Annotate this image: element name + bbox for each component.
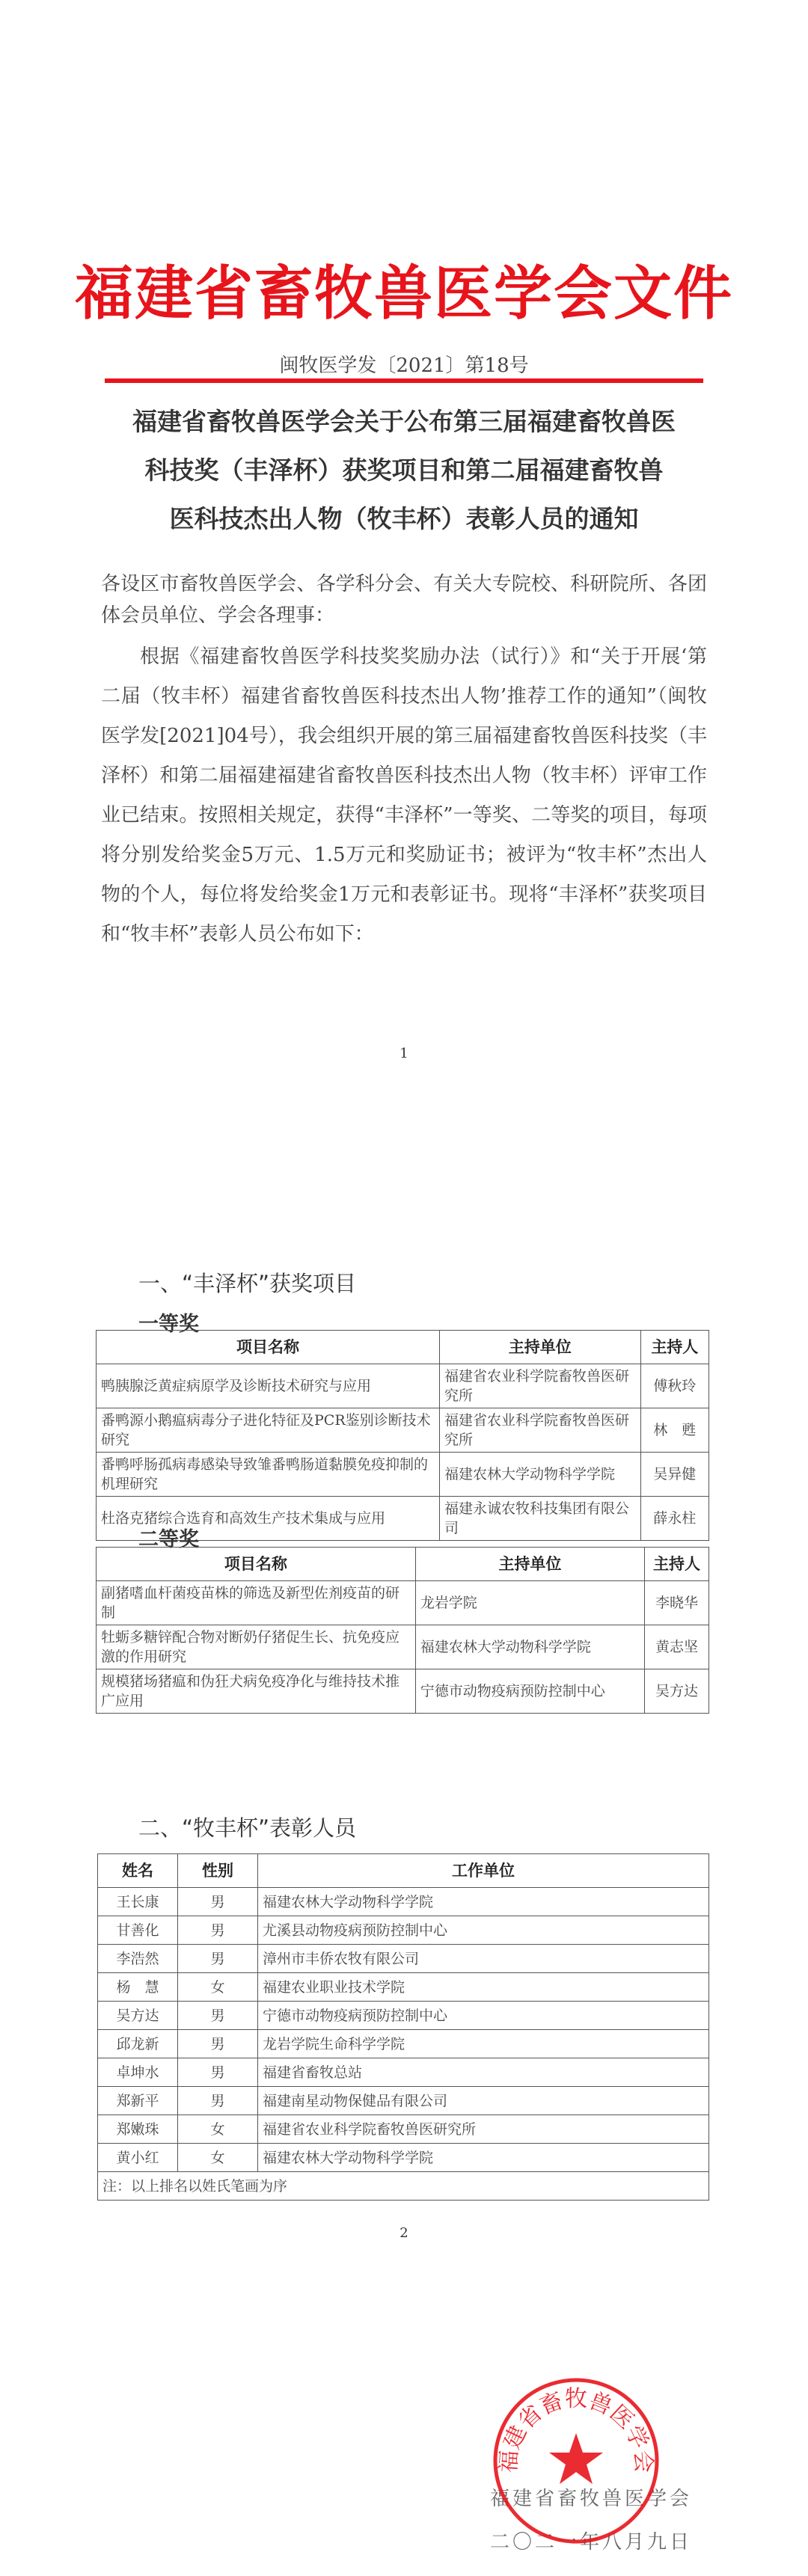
table-row	[98, 2144, 709, 2172]
table-row	[97, 1669, 709, 1714]
page-number: 1	[400, 1046, 408, 1061]
table-row	[97, 1625, 709, 1669]
section-1-title: 一、“丰泽杯”获奖项目	[138, 1271, 357, 1296]
host-unit: 福建永诚农牧科技集团有限公司	[439, 1497, 640, 1541]
host-person: 李晓华	[645, 1581, 709, 1625]
star-icon	[549, 2433, 603, 2484]
work-unit: 福建南星动物保健品有限公司	[258, 2087, 709, 2115]
notice-title-line-2: 科技奖（丰泽杯）获奖项目和第二届福建畜牧兽	[144, 456, 664, 485]
gender: 女	[178, 2115, 258, 2144]
col-header: 项目名称	[97, 1548, 416, 1581]
table-row	[98, 2002, 709, 2030]
name: 甘善化	[98, 1916, 178, 1945]
name: 郑嫩珠	[98, 2115, 178, 2144]
table-row	[98, 2087, 709, 2115]
org-title: 福建省畜牧兽医学会文件	[74, 260, 733, 328]
gender: 男	[178, 1945, 258, 1973]
second-prize-label: 二等奖	[138, 1528, 199, 1551]
first-prize-table	[96, 1330, 709, 1541]
host-unit: 福建农林大学动物科学学院	[415, 1625, 644, 1669]
host-unit: 宁德市动物疫病预防控制中心	[415, 1669, 644, 1714]
name: 王长康	[98, 1888, 178, 1916]
table-row	[98, 1916, 709, 1945]
body-paragraph: 根据《福建畜牧兽医学科技奖奖励办法（试行）》和“关于开展‘第二届（牧丰杯）福建省畜牧兽医科技杰出人物’推荐工作的通知”（闽牧医学发[2021]04号），我会组织开展的第三届福建畜牧兽医科技奖（丰泽杯）和第二届福建福建省畜牧兽医科技杰出人物（牧丰杯）评审工作业已结束。按照相关规定，获得“丰泽杯”一等奖、二等奖的项目，每项将分别发给奖金5万元、1.5万元和奖励证书；被评为“牧丰杯”杰出人物的个人，每位将发给奖金1万元和表彰证书。现将“丰泽杯”获奖项目和“牧丰杯”表彰人员公布如下：	[101, 645, 707, 945]
name: 吴方达	[98, 2002, 178, 2030]
gender: 男	[178, 2087, 258, 2115]
official-seal-icon	[490, 2375, 662, 2547]
notice-body	[101, 568, 707, 954]
col-header: 主持人	[640, 1331, 708, 1364]
table-header-row	[97, 1548, 709, 1581]
gender: 女	[178, 1973, 258, 2002]
table-row	[97, 1408, 709, 1453]
col-header: 主持单位	[439, 1331, 640, 1364]
red-divider	[105, 378, 703, 383]
work-unit: 尤溪县动物疫病预防控制中心	[258, 1916, 709, 1945]
gender: 男	[178, 1888, 258, 1916]
page-number: 2	[400, 2225, 408, 2241]
work-unit: 福建省农业科学院畜牧兽医研究所	[258, 2115, 709, 2144]
host-unit: 福建省农业科学院畜牧兽医研究所	[439, 1364, 640, 1408]
table-row	[98, 1945, 709, 1973]
name: 郑新平	[98, 2087, 178, 2115]
salutation: 各设区市畜牧兽医学会、各学科分会、有关大专院校、科研院所、各团体会员单位、学会各理事：	[101, 573, 707, 627]
table-row	[98, 2115, 709, 2144]
signature-date: 二〇二一年八月九日	[489, 2531, 692, 2554]
work-unit: 福建农林大学动物科学学院	[258, 2144, 709, 2172]
work-unit: 福建农林大学动物科学学院	[258, 1888, 709, 1916]
name: 黄小红	[98, 2144, 178, 2172]
host-unit: 福建农林大学动物科学学院	[439, 1453, 640, 1497]
table-row	[98, 1888, 709, 1916]
project-name: 牡蛎多糖锌配合物对断奶仔猪促生长、抗免疫应激的作用研究	[97, 1625, 416, 1669]
host-unit: 龙岩学院	[415, 1581, 644, 1625]
name: 邱龙新	[98, 2030, 178, 2058]
project-name: 鸭胰腺泛黄症病原学及诊断技术研究与应用	[97, 1364, 440, 1408]
notice-title-line-3: 医科技杰出人物（牧丰杯）表彰人员的通知	[169, 504, 639, 533]
section-2-title: 二、“牧丰杯”表彰人员	[138, 1815, 357, 1841]
col-header: 项目名称	[97, 1331, 440, 1364]
table-row	[98, 2058, 709, 2087]
doc-number: 闽牧医学发〔2021〕第18号	[279, 355, 529, 377]
host-person: 林 甦	[640, 1408, 708, 1453]
name: 李浩然	[98, 1945, 178, 1973]
gender: 男	[178, 1916, 258, 1945]
gender: 男	[178, 2030, 258, 2058]
host-person: 黄志坚	[645, 1625, 709, 1669]
col-header: 性别	[178, 1854, 258, 1888]
host-person: 吴方达	[645, 1669, 709, 1714]
col-header: 姓名	[98, 1854, 178, 1888]
project-name: 规模猪场猪瘟和伪狂犬病免疫净化与维持技术推广应用	[97, 1669, 416, 1714]
col-header: 主持单位	[415, 1548, 644, 1581]
table-row	[97, 1581, 709, 1625]
notice-title-line-1: 福建省畜牧兽医学会关于公布第三届福建畜牧兽医	[132, 407, 676, 436]
honorees-table	[97, 1853, 709, 2201]
work-unit: 龙岩学院生命科学学院	[258, 2030, 709, 2058]
project-name: 番鸭呼肠孤病毒感染导致雏番鸭肠道黏膜免疫抑制的机理研究	[97, 1453, 440, 1497]
first-prize-label: 一等奖	[138, 1313, 199, 1336]
work-unit: 宁德市动物疫病预防控制中心	[258, 2002, 709, 2030]
table-row	[98, 2030, 709, 2058]
name: 杨 慧	[98, 1973, 178, 2002]
table-header-row	[97, 1331, 709, 1364]
table-row	[97, 1364, 709, 1408]
name: 卓坤水	[98, 2058, 178, 2087]
table-row	[97, 1453, 709, 1497]
svg-text:福建省畜牧兽医学会: 福建省畜牧兽医学会	[495, 2386, 657, 2474]
project-name: 副猪嗜血杆菌疫苗株的筛选及新型佐剂疫苗的研制	[97, 1581, 416, 1625]
table-header-row	[98, 1854, 709, 1888]
gender: 男	[178, 2058, 258, 2087]
work-unit: 福建农业职业技术学院	[258, 1973, 709, 2002]
second-prize-table	[96, 1547, 709, 1714]
project-name: 杜洛克猪综合选育和高效生产技术集成与应用	[97, 1497, 440, 1541]
work-unit: 福建省畜牧总站	[258, 2058, 709, 2087]
host-unit: 福建省农业科学院畜牧兽医研究所	[439, 1408, 640, 1453]
gender: 男	[178, 2002, 258, 2030]
gender: 女	[178, 2144, 258, 2172]
work-unit: 漳州市丰侨农牧有限公司	[258, 1945, 709, 1973]
table-note: 注：以上排名以姓氏笔画为序	[98, 2172, 709, 2201]
project-name: 番鸭源小鹅瘟病毒分子进化特征及PCR鉴别诊断技术研究	[97, 1408, 440, 1453]
note-row	[98, 2172, 709, 2201]
host-person: 傅秋玲	[640, 1364, 708, 1408]
signature-org: 福建省畜牧兽医学会	[489, 2488, 692, 2510]
col-header: 主持人	[645, 1548, 709, 1581]
table-row	[98, 1973, 709, 2002]
host-person: 吴异健	[640, 1453, 708, 1497]
host-person: 薛永柱	[640, 1497, 708, 1541]
col-header: 工作单位	[258, 1854, 709, 1888]
